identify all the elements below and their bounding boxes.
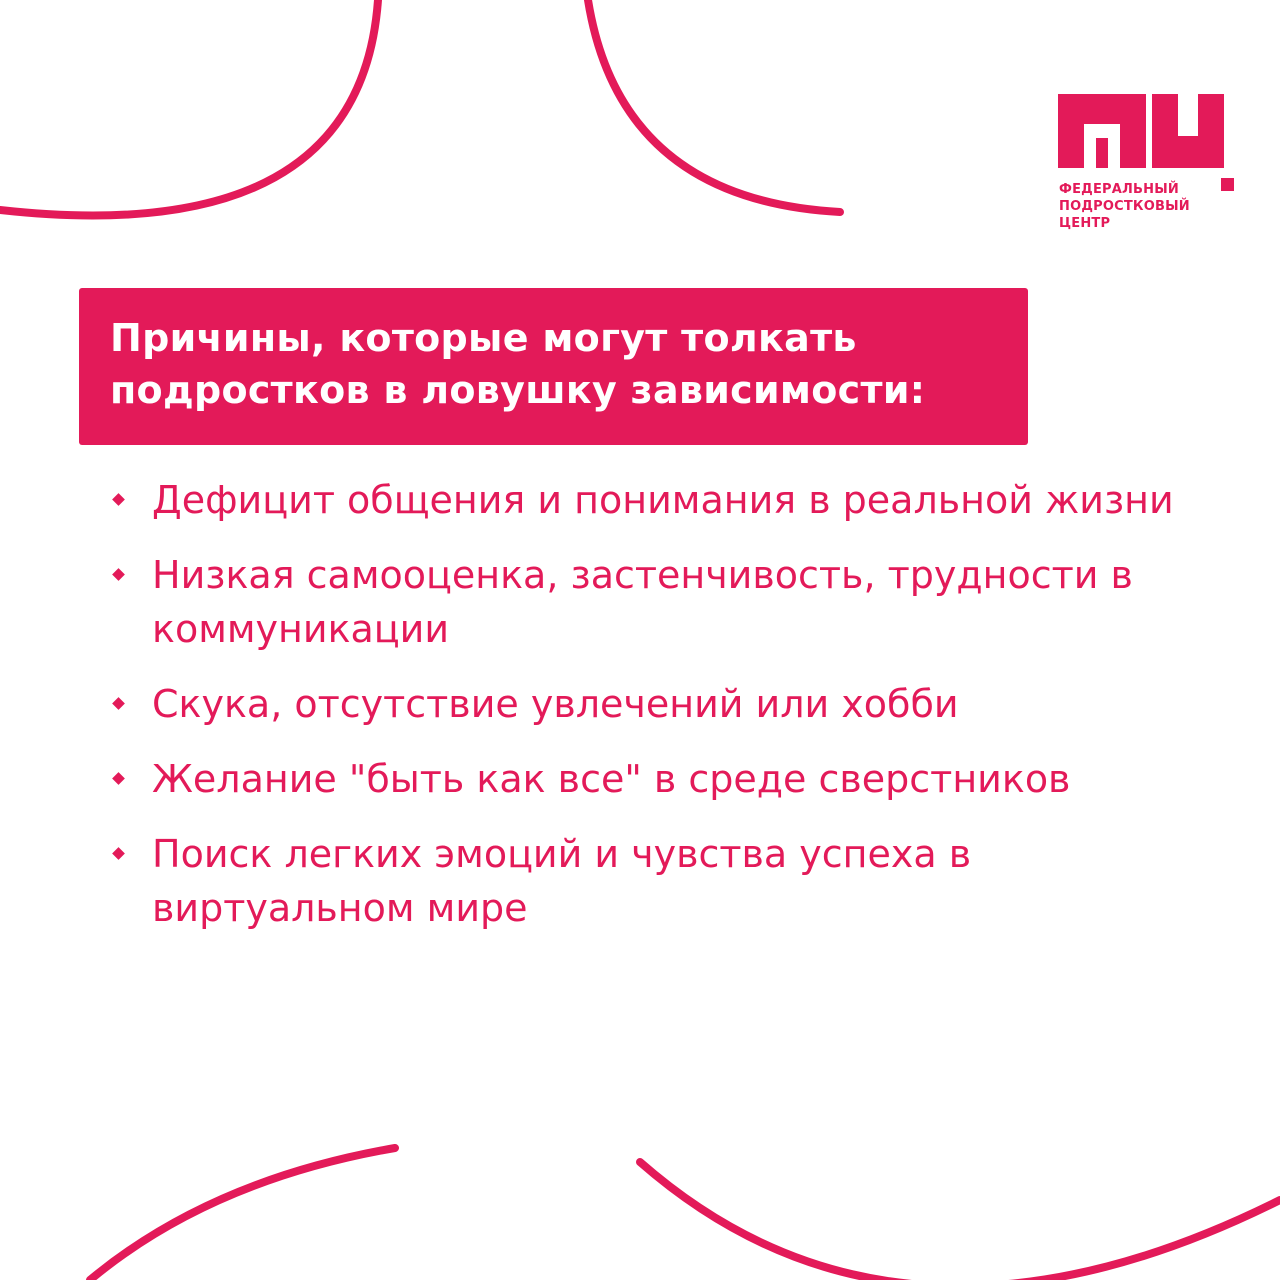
diamond-bullet-icon — [112, 697, 125, 710]
list-item — [108, 752, 1228, 806]
brand-name-line-3: ЦЕНТР — [1059, 216, 1111, 231]
diamond-bullet-icon — [112, 772, 125, 785]
list-item-text: Скука, отсутствие увлечений или хобби — [152, 682, 959, 726]
brand-name-line-1: ФЕДЕРАЛЬНЫЙ — [1059, 182, 1179, 197]
list-item-text: Желание "быть как все" в среде сверстников — [152, 757, 1071, 801]
list-item-text: Низкая самооценка, застенчивость, трудности в коммуникации — [152, 553, 1133, 651]
list-item-text: Поиск легких эмоций и чувства успеха в виртуальном мире — [152, 832, 972, 930]
title-line-1: Причины, которые могут толкать — [110, 316, 857, 360]
brand-name-line-2: ПОДРОСТКОВЫЙ — [1059, 199, 1190, 214]
arc-top-center — [588, 0, 840, 212]
diamond-bullet-icon — [112, 847, 125, 860]
list-item — [108, 548, 1228, 656]
diamond-bullet-icon — [112, 493, 125, 506]
arc-bottom-right — [640, 1162, 1280, 1280]
diamond-bullet-icon — [112, 568, 125, 581]
title-line-2: подростков в ловушку зависимости: — [110, 368, 926, 412]
title-banner — [79, 288, 1028, 445]
reasons-list — [108, 473, 1228, 956]
list-item — [108, 677, 1228, 731]
list-item — [108, 473, 1228, 527]
list-item-text: Дефицит общения и понимания в реальной жизни — [152, 478, 1174, 522]
arc-top-left — [0, 0, 378, 216]
brand-name — [1059, 181, 1190, 232]
list-item — [108, 827, 1228, 935]
arc-bottom-left — [90, 1148, 395, 1280]
